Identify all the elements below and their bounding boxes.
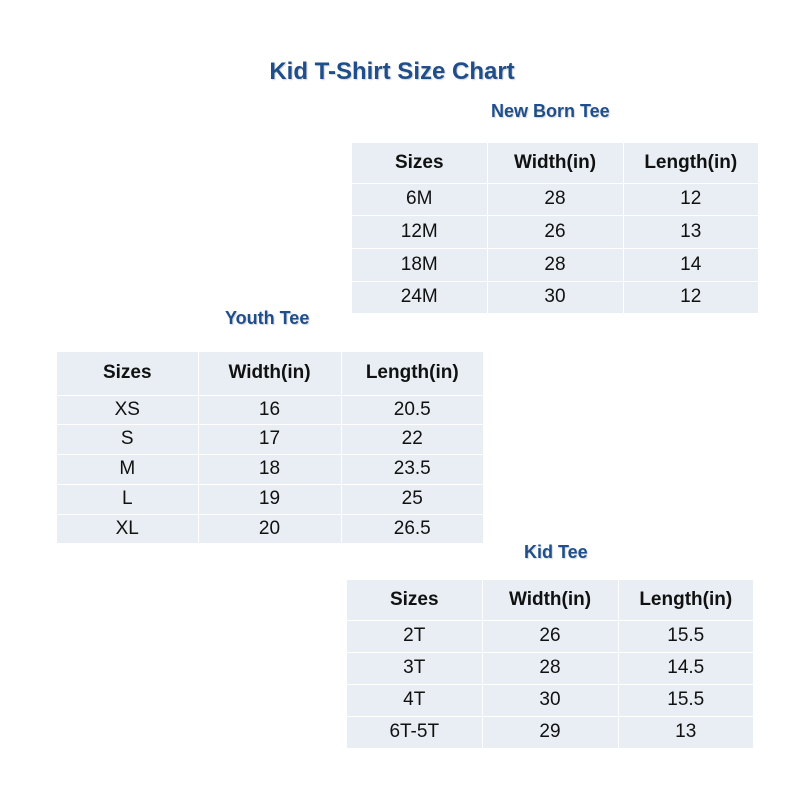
cell-width: 28 xyxy=(487,183,623,215)
cell-length: 15.5 xyxy=(618,620,753,652)
cell-size: 24M xyxy=(352,281,487,313)
cell-width: 16 xyxy=(198,395,341,424)
cell-width: 28 xyxy=(482,652,618,684)
table-row xyxy=(57,424,483,454)
youth-tee-title: Youth Tee xyxy=(225,308,310,328)
cell-size: 4T xyxy=(347,684,482,716)
table-row xyxy=(57,514,483,543)
cell-length: 14 xyxy=(623,248,758,281)
header-width: Width(in) xyxy=(487,143,623,183)
newborn-size-table xyxy=(352,143,758,313)
header-sizes: Sizes xyxy=(347,580,482,620)
cell-length: 15.5 xyxy=(618,684,753,716)
header-sizes: Sizes xyxy=(57,352,198,395)
cell-length: 22 xyxy=(341,424,483,454)
cell-width: 19 xyxy=(198,484,341,514)
table-row xyxy=(57,484,483,514)
header-width: Width(in) xyxy=(198,352,341,395)
cell-length: 23.5 xyxy=(341,454,483,484)
cell-length: 13 xyxy=(623,215,758,248)
header-width: Width(in) xyxy=(482,580,618,620)
cell-length: 26.5 xyxy=(393,517,431,539)
youth-size-table xyxy=(57,352,483,543)
cell-length: 25 xyxy=(341,484,483,514)
cell-size: 6M xyxy=(352,183,487,215)
cell-size: 3T xyxy=(347,652,482,684)
cell-width: 17 xyxy=(198,424,341,454)
cell-size: XS xyxy=(57,395,198,424)
cell-width: 26 xyxy=(482,620,618,652)
header-length: Length(in) xyxy=(618,580,753,620)
cell-length: 14.5 xyxy=(618,652,753,684)
table-row xyxy=(352,281,758,313)
kid-size-table xyxy=(347,580,753,748)
cell-size: M xyxy=(57,454,198,484)
cell-length: 12 xyxy=(623,183,758,215)
kid-tee-title: Kid Tee xyxy=(524,542,588,562)
header-length: Length(in) xyxy=(623,143,758,183)
table-row xyxy=(352,215,758,248)
cell-width: 20 xyxy=(198,514,341,543)
table-row xyxy=(347,684,753,716)
cell-size: L xyxy=(57,484,198,514)
cell-size: 6T-5T xyxy=(347,716,482,748)
cell-size: 12M xyxy=(352,215,487,248)
table-row xyxy=(347,620,753,652)
table-header-row xyxy=(352,143,758,183)
table-header-row xyxy=(347,580,753,620)
cell-size: S xyxy=(57,424,198,454)
cell-width: 30 xyxy=(487,281,623,313)
cell-width: 30 xyxy=(482,684,618,716)
cell-width: 18 xyxy=(198,454,341,484)
table-row xyxy=(347,652,753,684)
newborn-tee-title: New Born Tee xyxy=(491,101,610,121)
cell-width: 26 xyxy=(487,215,623,248)
cell-width: 28 xyxy=(487,248,623,281)
header-sizes: Sizes xyxy=(352,143,487,183)
table-row xyxy=(347,716,753,748)
cell-size: XL xyxy=(57,514,198,543)
cell-length: 12 xyxy=(680,286,702,308)
table-row xyxy=(352,183,758,215)
cell-length: 13 xyxy=(675,721,697,743)
table-row xyxy=(352,248,758,281)
cell-size: 18M xyxy=(352,248,487,281)
header-length: Length(in) xyxy=(341,352,483,395)
table-row xyxy=(57,395,483,424)
cell-size: 2T xyxy=(347,620,482,652)
page-title: Kid T-Shirt Size Chart xyxy=(269,58,515,85)
cell-length: 20.5 xyxy=(341,395,483,424)
table-row xyxy=(57,454,483,484)
table-header-row xyxy=(57,352,483,395)
cell-width: 29 xyxy=(482,716,618,748)
